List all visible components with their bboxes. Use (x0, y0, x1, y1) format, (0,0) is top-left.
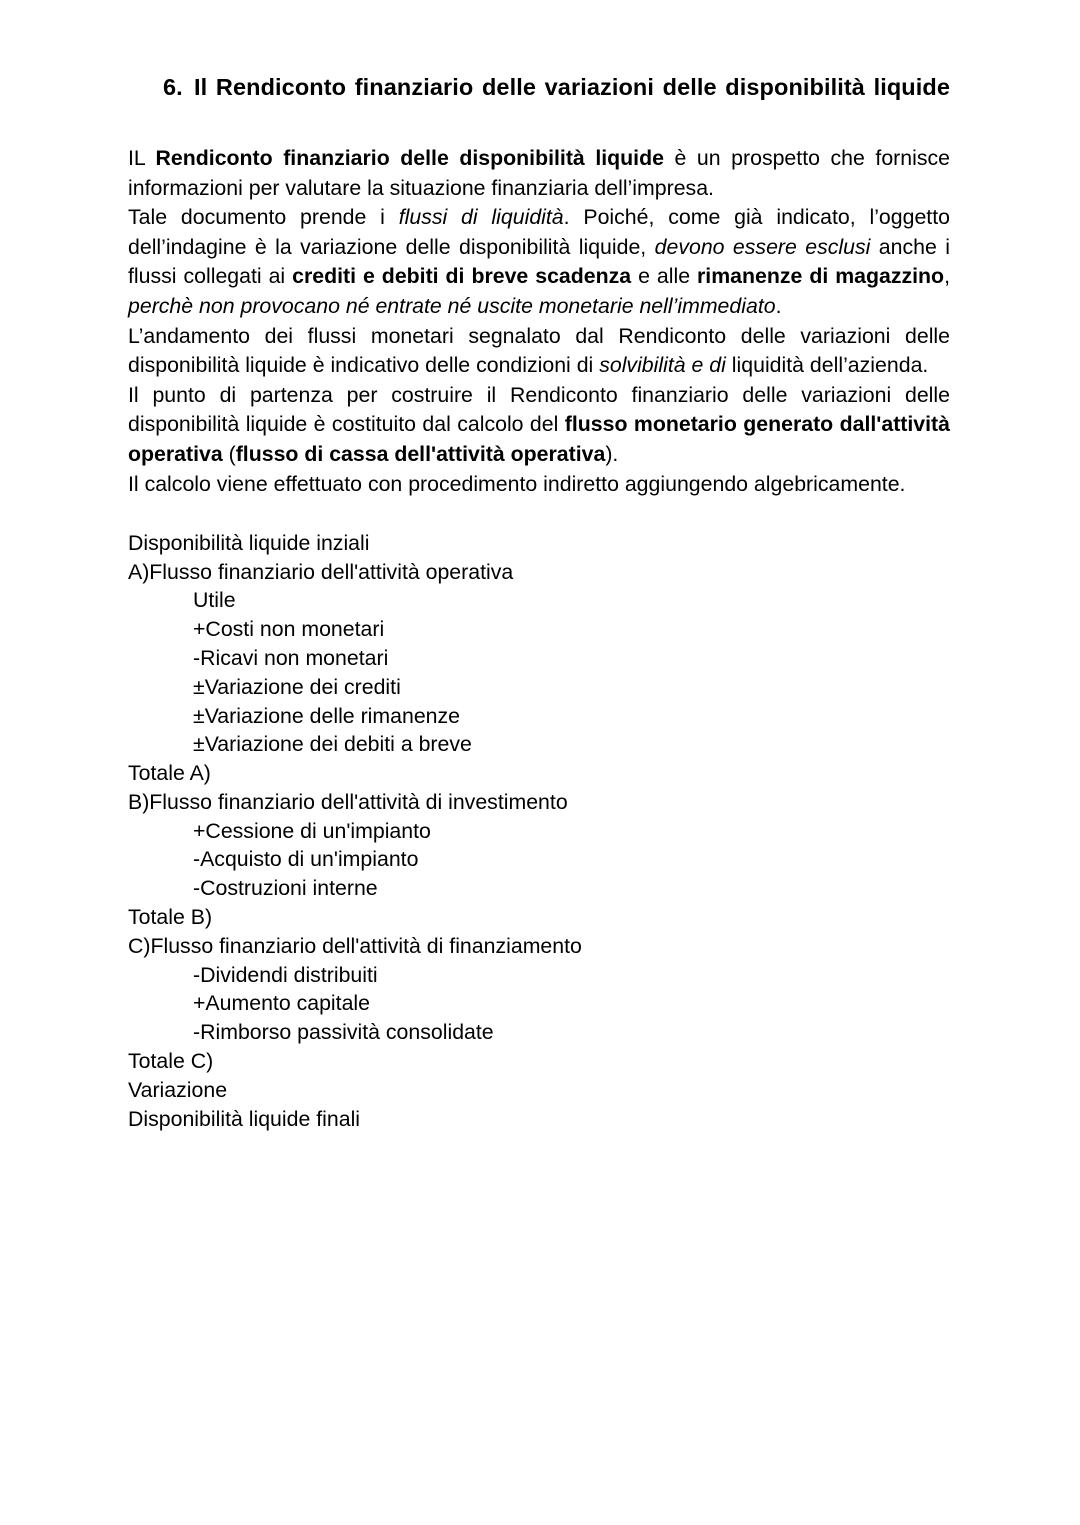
paragraph-4 (128, 381, 950, 470)
outline-row: ±Variazione dei debiti a breve (193, 732, 472, 757)
outline-row: -Costruzioni interne (193, 876, 378, 901)
outline-row: +Costi non monetari (193, 617, 385, 642)
p3-a: L’andamento dei flussi monetari segnalato dal Rendiconto delle variazioni delle disponibilità liquide è indicativo delle condizioni di (128, 323, 950, 378)
p2-b: . Poiché, come già indicato, l’oggetto dell’indagine è la variazione delle disponibilità liquide, (128, 205, 950, 259)
p2-bold-crediti: crediti e debiti di breve scadenza (292, 264, 632, 289)
p4-bold-cassa: flusso di cassa dell'attività operativa (235, 441, 606, 466)
outline-row: A)Flusso finanziario dell'attività operativa (128, 559, 514, 584)
p2-bold-rimanenze: rimanenze di magazzino (697, 264, 945, 289)
p1-lead: IL (128, 146, 156, 170)
p4-b: ( (222, 441, 236, 466)
paragraph-5: Il calcolo viene effettuato con procedimento indiretto aggiungendo algebricamente. (128, 471, 906, 496)
body-text (128, 144, 950, 499)
outline-row: -Acquisto di un'impianto (193, 847, 419, 872)
outline-row: Totale C) (128, 1049, 214, 1074)
spacer (128, 499, 950, 529)
section-number: 6. (163, 74, 183, 100)
outline-row: +Cessione di un'impianto (193, 818, 431, 843)
p2-d: e alle (631, 264, 698, 289)
outline-row: Totale A) (128, 761, 211, 786)
p2-italic-perche: perchè non provocano né entrate né uscite monetarie nell’immediato (128, 293, 776, 318)
outline-row: Utile (193, 588, 236, 613)
p2-italic-esclusi: devono essere esclusi (654, 234, 871, 259)
p4-bold-flusso: flusso monetario generato dall'attività operativa (128, 412, 950, 466)
outline-row: Disponibilità liquide inziali (128, 530, 370, 555)
paragraph-1 (128, 144, 950, 203)
p1-bold-term: Rendiconto finanziario delle disponibilità liquide (155, 146, 664, 170)
outline-row: B)Flusso finanziario dell'attività di investimento (128, 789, 568, 814)
section-title: Il Rendiconto finanziario delle variazioni delle disponibilità liquide (194, 74, 950, 100)
p2-a: Tale documento prende i (128, 205, 399, 230)
paragraph-2 (128, 203, 950, 321)
p2-f: . (775, 293, 782, 318)
p2-italic-flussi: flussi di liquidità (398, 205, 564, 230)
outline-row: -Rimborso passività consolidate (193, 1020, 494, 1045)
outline-row: C)Flusso finanziario dell'attività di finanziamento (128, 933, 582, 958)
outline-row: Variazione (128, 1077, 228, 1102)
outline-row: Disponibilità liquide finali (128, 1106, 361, 1131)
document-content (128, 72, 950, 1133)
outline-row: Totale B) (128, 905, 213, 930)
section-heading (128, 72, 950, 134)
outline-row: +Aumento capitale (193, 991, 370, 1016)
p3-italic-solvibilita: solvibilità e di (599, 353, 726, 378)
outline-row: -Ricavi non monetari (193, 645, 389, 670)
p2-e: , (944, 264, 950, 289)
p3-b: liquidità dell’azienda. (725, 353, 929, 378)
p4-a: Il punto di partenza per costruire il Rendiconto finanziario delle variazioni delle disponibilità liquide è costituito dal calcolo del (128, 382, 950, 437)
p1-tail: è un prospetto che fornisce informazioni per valutare la situazione finanziaria dell’impresa. (128, 146, 950, 200)
outline-row: ±Variazione dei crediti (193, 674, 401, 699)
p2-c: anche i flussi collegati ai (128, 234, 950, 289)
cash-flow-outline (128, 529, 950, 1134)
p4-c: ). (605, 441, 619, 466)
paragraph-3 (128, 322, 950, 381)
outline-row: -Dividendi distribuiti (193, 962, 378, 987)
outline-row: ±Variazione delle rimanenze (193, 703, 461, 728)
